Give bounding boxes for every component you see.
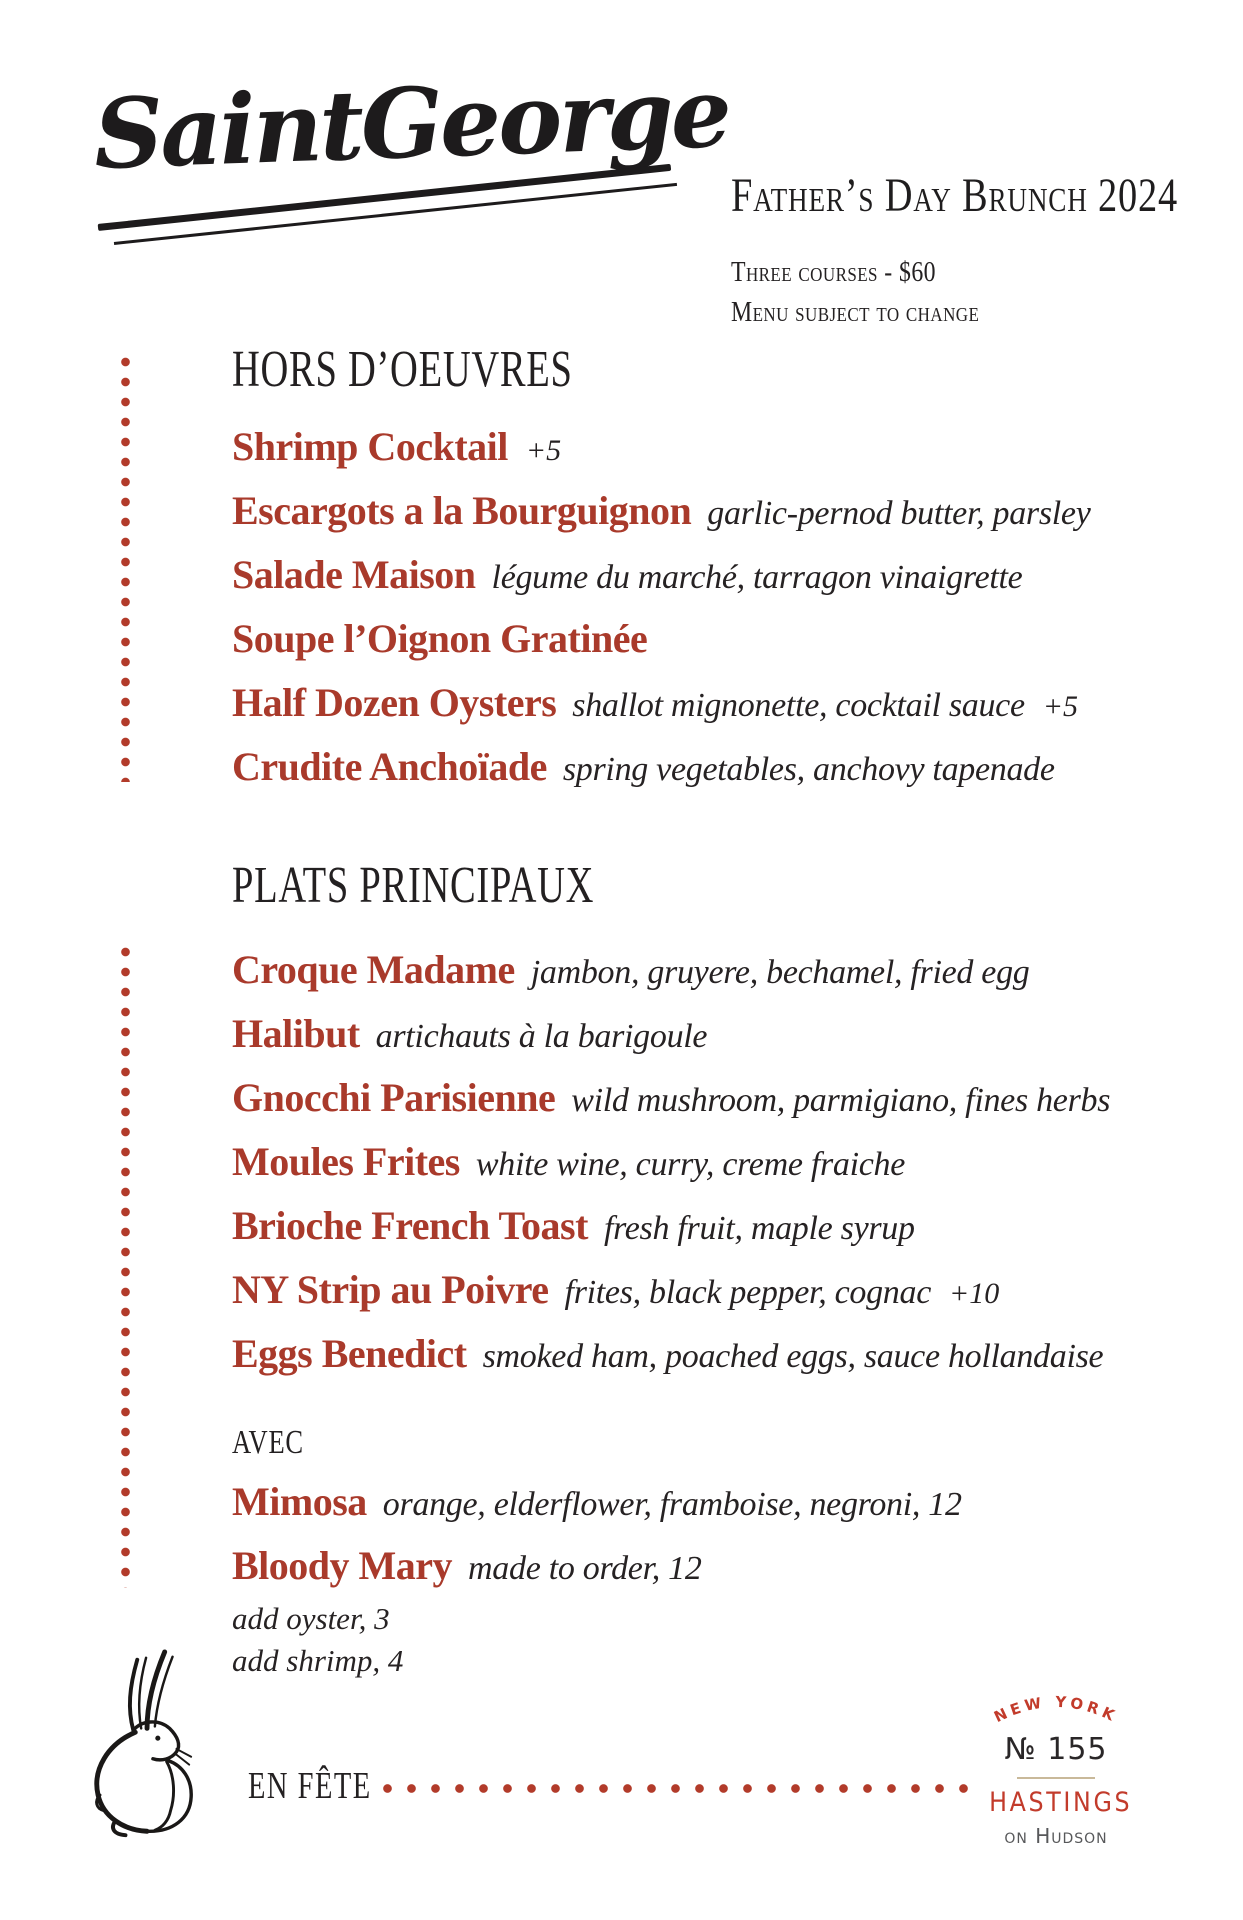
menu-item-description: jambon, gruyere, bechamel, fried egg [530,954,1030,991]
menu-item-name: Salade Maison [232,552,476,597]
menu-footnote: add shrimp, 4 [232,1643,404,1678]
menu-item-name: Brioche French Toast [232,1203,588,1248]
menu-item [232,543,1232,607]
plats-principaux-items [232,938,1232,1386]
menu-item [232,479,1232,543]
menu-item-description: made to order, 12 [468,1550,702,1587]
menu-item-name: Croque Madame [232,947,515,992]
section-heading: AVEC [232,1424,304,1461]
menu-item-name: Mimosa [232,1479,367,1524]
menu-footnote: add oyster, 3 [232,1601,390,1636]
menu-item [232,671,1232,735]
menu-item-name: Half Dozen Oysters [232,680,557,725]
menu-item [232,1534,1232,1598]
menu-item-description: wild mushroom, parmigiano, fines herbs [571,1082,1111,1119]
dotted-leader [383,1784,975,1793]
menu-item-description: fresh fruit, maple syrup [603,1210,915,1247]
menu-item-name: Soupe l’Oignon Gratinée [232,616,648,661]
menu-item [232,415,1232,479]
menu-item-name: Eggs Benedict [232,1331,467,1376]
menu-item-name: Halibut [232,1011,360,1056]
menu-item-description: white wine, curry, creme fraiche [475,1146,906,1183]
badge-number: № 155 [1004,1732,1108,1767]
price-line: Three courses - $60 [731,257,937,288]
menu-item [232,607,1232,671]
menu-item [232,1322,1232,1386]
hors-doeuvres-items [232,415,1232,799]
avec-items [232,1470,1232,1682]
menu-item [232,1130,1232,1194]
menu-item-description: légume du marché, tarragon vinaigrette [491,559,1023,596]
dotted-column-bottom [121,942,130,1588]
header-deck [731,168,1231,333]
menu-item [232,1470,1232,1534]
section-heading: PLATS PRINCIPAUX [232,857,595,914]
section-heading: HORS D’OEUVRES [232,341,573,398]
menu-item-description: frites, black pepper, cognac [564,1274,931,1311]
menu-item [232,1066,1232,1130]
section-plats-principaux [232,856,1212,915]
menu-item-name: Escargots a la Bourguignon [232,488,692,533]
section-avec [232,1424,1212,1462]
menu-item [232,1194,1232,1258]
menu-item [232,735,1232,799]
menu-item-name: Moules Frites [232,1139,460,1184]
section-hors-doeuvres [232,340,1212,399]
svg-text:NEW YORK: NEW YORK [991,1692,1121,1727]
badge-arc-text [980,1684,1132,1730]
menu-item-description: garlic-pernod butter, parsley [707,495,1091,532]
location-badge [980,1684,1132,1848]
event-title: Father’s Day Brunch 2024 [731,169,1179,222]
menu-item [232,1002,1232,1066]
tagline: EN FÊTE [248,1765,372,1807]
dotted-column-top [121,352,130,782]
menu-item-description: artichauts à la barigoule [375,1018,708,1055]
menu-item-description: spring vegetables, anchovy tapenade [562,751,1055,788]
badge-rule [1017,1777,1095,1779]
badge-subtitle: on Hudson [1004,1824,1108,1848]
menu-item [232,1258,1232,1322]
note-line: Menu subject to change [731,297,980,328]
menu-item-price: +5 [525,434,562,467]
menu-item-price: +10 [949,1277,1000,1310]
menu-item-description: orange, elderflower, framboise, negroni, 12 [382,1486,962,1523]
menu-item-name: Shrimp Cocktail [232,424,508,469]
menu-item-name: NY Strip au Poivre [232,1267,549,1312]
menu-item-description: shallot mignonette, cocktail sauce [572,687,1025,724]
menu-item [232,938,1232,1002]
menu-item-description: smoked ham, poached eggs, sauce hollandaise [482,1338,1104,1375]
badge-name: HASTINGS [989,1787,1133,1818]
rabbit-illustration [80,1648,218,1844]
restaurant-logo: SaintGeorge [92,55,731,191]
menu-item-name: Gnocchi Parisienne [232,1075,556,1120]
menu-item-price: +5 [1042,690,1078,723]
menu-item-name: Bloody Mary [232,1543,453,1588]
menu-item-name: Crudite Anchoïade [232,744,547,789]
